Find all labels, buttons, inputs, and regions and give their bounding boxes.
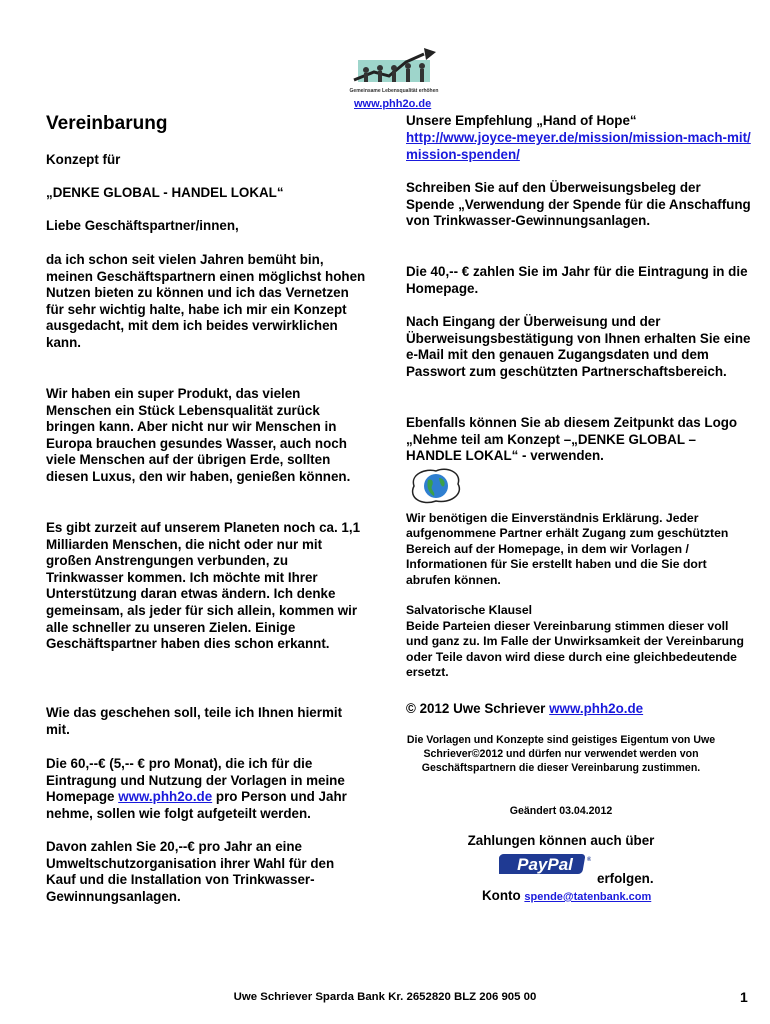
logo-caption: Gemeinsame Lebensqualität erhöhen (349, 88, 439, 94)
konto-email-link[interactable]: spende@tatenbank.com (524, 891, 652, 903)
paypal-label: PayPal (517, 855, 573, 874)
paragraph-6: Davon zahlen Sie 20,--€ pro Jahr an eine Umweltschutzorganisation ihrer Wahl für den Kauf und die Installation von Trinkwasser-Gewinnungsanlagen. (46, 839, 335, 904)
page-title: Vereinbarung (46, 113, 168, 134)
site-link[interactable]: www.phh2o.de (354, 98, 432, 110)
ownership-notice: Die Vorlagen und Konzepte sind geistiges Eigentum von Uwe Schriever©2012 und dürfen nur verwendet werden von Geschäftspartnern die dieser Vereinbarung zustimmen. (406, 734, 716, 774)
paragraph-5: Die 60,--€ (5,-- € pro Monat), die ich für die Eintragung und Nutzung der Vorlagen in meine Homepage www.phh2o.de pro Person und Jahr nehme, sollen wie folgt aufgeteilt werden. (46, 756, 347, 821)
right-paragraph-2: Die 40,-- € zahlen Sie im Jahr für die Eintragung in die Homepage. (406, 264, 748, 296)
right-paragraph-5: Wir benötigen die Einverständnis Erklärung. Jeder aufgenommene Partner erhält Zugang zum geschützten Bereich auf der Homepage, in dem wir Vorlagen / Informationen für Sie erstellt haben und die Sie dort abrufen können. (406, 511, 729, 587)
payment-line-2: erfolgen. (597, 871, 654, 886)
concept-for: Konzept für (46, 152, 121, 167)
homepage-link[interactable]: www.phh2o.de (118, 789, 213, 805)
paypal-logo (499, 852, 591, 876)
copyright-link[interactable]: www.phh2o.de (549, 701, 644, 716)
page-number: 1 (740, 989, 748, 1005)
paragraph-2: Wir haben ein super Produkt, das vielen Menschen ein Stück Lebensqualität zurück bringen kann. Aber nicht nur wir Menschen in Europa brauchen gesundes Wasser, auch noch viele Menschen auf der übrigen Erde, sollten diesen Luxus, den wir haben, genießen können. (46, 386, 351, 484)
recommendation: Unsere Empfehlung „Hand of Hope“ (406, 113, 637, 128)
right-paragraph-4: Ebenfalls können Sie ab diesem Zeitpunkt das Logo „Nehme teil am Konzept –„DENKE GLOBAL – HANDLE LOKAL“ - verwenden. (406, 415, 738, 464)
changed-date: Geändert 03.04.2012 (509, 805, 613, 817)
paragraph-1: da ich schon seit vielen Jahren bemüht bin, meinen Geschäftspartnern einen möglichst hohen Nutzen bieten zu können und ich das Vernetzen für sehr wichtig halte, habe ich mir ein Konzept ausgedacht, mit dem ich beides verwirklichen kann. (46, 252, 366, 350)
konto-line: Konto spende@tatenbank.com (482, 888, 652, 903)
recommendation-link[interactable]: http://www.joyce-meyer.de/mission/mission-mach-mit/mission-spenden/ (406, 130, 751, 162)
globe-icon (406, 466, 466, 506)
svg-text:®: ® (587, 857, 591, 863)
payment-line-1: Zahlungen können auch über (467, 833, 655, 848)
slogan: „DENKE GLOBAL - HANDEL LOKAL“ (46, 185, 284, 200)
paragraph-4: Wie das geschehen soll, teile ich Ihnen hiermit mit. (46, 705, 343, 737)
clause-title: Salvatorische Klausel (406, 603, 532, 617)
company-logo (344, 44, 444, 96)
clause-text: Beide Parteien dieser Vereinbarung stimmen dieser voll und ganz zu. Im Falle der Unwirksamkeit der Vereinbarung oder Teile davon wird diese durch eine gleichbedeutende ersetzt. (406, 619, 744, 680)
paragraph-3: Es gibt zurzeit auf unserem Planeten noch ca. 1,1 Milliarden Menschen, die nicht oder nur mit großen Anstrengungen verbunden, zu Trinkwasser kommen. Ich möchte mit Ihrer Unterstützung daran etwas ändern. Ich denke gemeinsam, als jeder für sich allein, kommen wir alle schneller zu unseren Zielen. Einige Geschäftspartner haben dies schon erkannt. (46, 520, 361, 652)
right-paragraph-3: Nach Eingang der Überweisung und der Überweisungsbestätigung von Ihnen erhalten Sie eine e-Mail mit den genauen Zugangsdaten und dem Passwort zum geschützten Partnerschaftsbereich. (406, 314, 751, 379)
copyright: © 2012 Uwe Schriever www.phh2o.de (406, 701, 644, 716)
right-paragraph-1: Schreiben Sie auf den Überweisungsbeleg der Spende „Verwendung der Spende für die Anschaffung von Trinkwasser-Gewinnungsanlagen. (406, 180, 751, 229)
greeting: Liebe Geschäftspartner/innen, (46, 218, 239, 233)
footer-bank-info: Uwe Schriever Sparda Bank Kr. 2652820 BLZ 206 905 00 (233, 991, 537, 1003)
